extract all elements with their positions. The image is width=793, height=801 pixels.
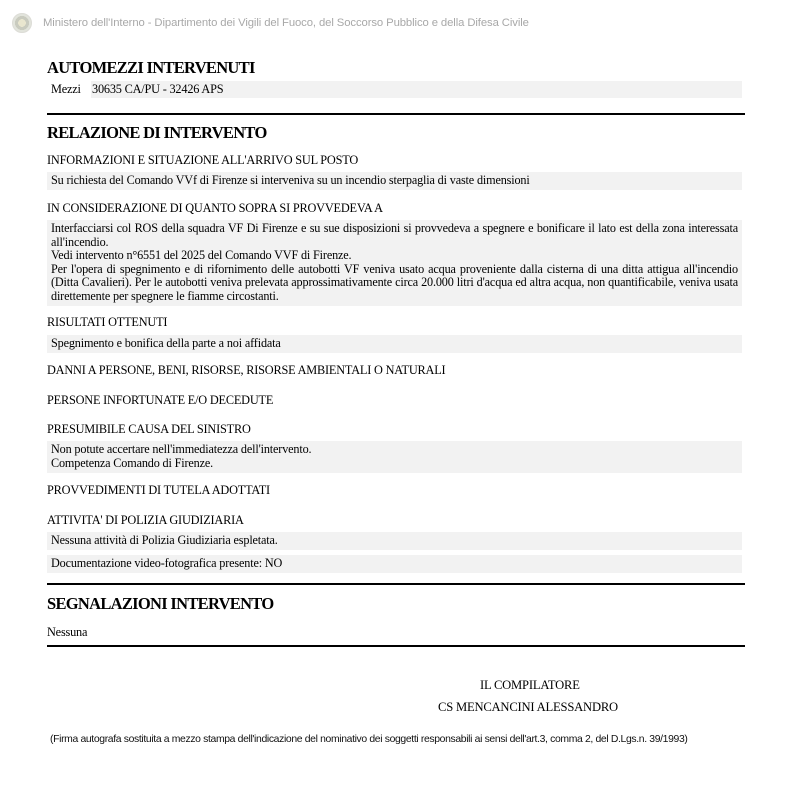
mezzi-label: Mezzi [51,82,81,96]
section-text-risultati [47,335,742,353]
text-line: Per l'opera di spegnimento e di rifornimento delle autobotti VF veniva usato acqua proveniente dalla cisterna di una ditta attigua all'incendio (Ditta Cavalieri). Per le autobotti veniva prelevata approssimativamente circa 20.000 litri d'acqua ed altra acqua, non quantificabile, veniva usata direttemente per spegnere le fiamme circostanti. [51,261,738,303]
ministry-header-text: Ministero dell'Interno - Dipartimento dei Vigili del Fuoco, del Soccorso Pubblico e della Difesa Civile [43,17,529,29]
section-text-documentazione [47,555,742,573]
text-line: Documentazione video-fotografica presente: NO [51,556,283,570]
section-text-provvedeva [47,220,742,306]
text-line: Interfacciarsi col ROS della squadra VF Di Firenze e su sue disposizioni si provvedeva a spegnere e bonificare il lato est della zona interessata all'incendio. [51,221,738,249]
section-divider [47,583,745,585]
ministry-header [12,12,529,34]
section-label-persone-infortunate: PERSONE INFORTUNATE E/O DECEDUTE [47,393,274,407]
section-text-polizia [47,532,742,550]
section-label-risultati: RISULTATI OTTENUTI [47,315,168,329]
segnalazioni-value: Nessuna [47,625,88,639]
mezzi-row [47,81,742,98]
text-line: Non potute accertare nell'immediatezza dell'intervento. [51,442,312,456]
text-line: Spegnimento e bonifica della parte a noi affidata [51,336,281,350]
section-label-polizia: ATTIVITA' DI POLIZIA GIUDIZIARIA [47,513,244,527]
section-label-informazioni: INFORMAZIONI E SITUAZIONE ALL'ARRIVO SUL POSTO [47,153,359,167]
segnalazioni-title: SEGNALAZIONI INTERVENTO [47,594,274,613]
text-line: Vedi intervento n°6551 del 2025 del Comando VVF di Firenze. [51,248,352,262]
section-label-causa: PRESUMIBILE CAUSA DEL SINISTRO [47,422,251,436]
italian-republic-emblem-icon [12,13,32,33]
signature-footnote: (Firma autografa sostituita a mezzo stampa dell'indicazione del nominativo dei soggetti responsabili ai sensi dell'art.3, comma 2, del D.Lgs.n. 39/1993) [50,734,688,745]
section-divider [47,645,745,647]
section-label-provvedeva: IN CONSIDERAZIONE DI QUANTO SOPRA SI PROVVEDEVA A [47,201,383,215]
signature-name: CS MENCANCINI ALESSANDRO [438,700,618,714]
section-text-informazioni [47,172,742,190]
section-text-causa [47,441,742,473]
section-label-tutela: PROVVEDIMENTI DI TUTELA ADOTTATI [47,483,270,497]
section-divider [47,113,745,115]
relazione-title: RELAZIONE DI INTERVENTO [47,123,267,142]
text-line: Nessuna attività di Polizia Giudiziaria espletata. [51,533,278,547]
section-label-danni: DANNI A PERSONE, BENI, RISORSE, RISORSE AMBIENTALI O NATURALI [47,363,446,377]
automezzi-title: AUTOMEZZI INTERVENUTI [47,58,255,77]
mezzi-value: 30635 CA/PU - 32426 APS [91,81,742,98]
text-line: Competenza Comando di Firenze. [51,455,214,470]
signature-role: IL COMPILATORE [480,678,580,692]
text-line: Su richiesta del Comando VVf di Firenze si interveniva su un incendio sterpaglia di vaste dimensioni [51,173,530,187]
